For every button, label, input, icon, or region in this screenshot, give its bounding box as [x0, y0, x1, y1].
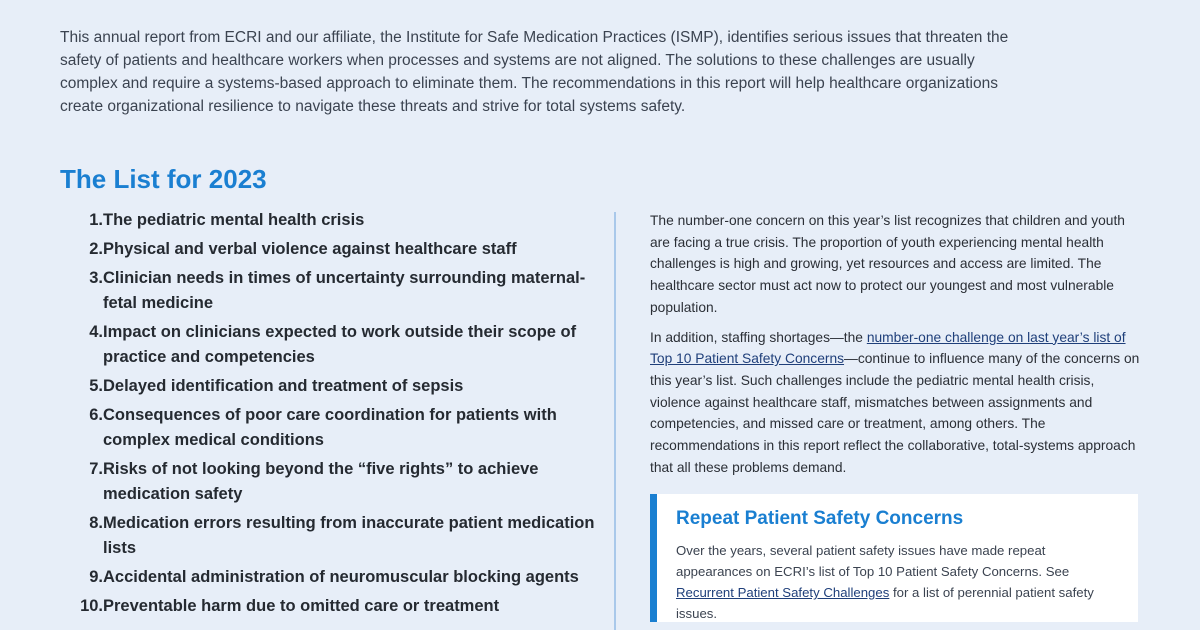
recurrent-challenges-link[interactable]: Recurrent Patient Safety Challenges	[676, 585, 890, 600]
list-item-text: The pediatric mental health crisis	[103, 211, 365, 229]
right-column	[650, 210, 1140, 486]
list-title: The List for 2023	[60, 164, 267, 194]
list-item-text: Consequences of poor care coordination for patients with complex medical conditions	[103, 406, 557, 449]
list-number: 7.	[89, 460, 103, 478]
list-number: 5.	[89, 377, 103, 395]
list-item-text: Medication errors resulting from inaccurate patient medication lists	[103, 514, 595, 557]
list-item-text: Accidental administration of neuromuscular blocking agents	[103, 568, 579, 586]
intro-paragraph: This annual report from ECRI and our affiliate, the Institute for Safe Medication Practices (ISMP), identifies serious issues that threaten the safety of patients and healthcare workers when processes and systems are not aligned. The solutions to these challenges are usually complex and require a systems-based approach to eliminate them. The recommendations in this report will help healthcare organizations create organizational resilience to navigate these threats and strive for total systems safety.	[60, 29, 1009, 115]
list-item	[60, 237, 600, 262]
list-item	[60, 320, 600, 370]
list-item-text: Physical and verbal violence against healthcare staff	[103, 240, 517, 258]
list-item	[60, 511, 600, 561]
list-item	[60, 457, 600, 507]
callout-text	[676, 540, 1118, 624]
staffing-text-end: —continue to influence many of the concerns on this year’s list. Such challenges include the pediatric mental health crisis, violence against healthcare staff, mismatches between assignments and competencies, and missed care or treatment, among others. The recommendations in this report reflect the collaborative, total-systems approach that all these problems demand.	[650, 351, 1140, 475]
callout-title: Repeat Patient Safety Concerns	[676, 508, 964, 529]
list-item-text: Clinician needs in times of uncertainty surrounding maternal-fetal medicine	[103, 269, 586, 312]
column-divider	[614, 212, 616, 630]
list-number: 10.	[80, 597, 103, 615]
concern-paragraph: The number-one concern on this year’s list recognizes that children and youth are facing a true crisis. The proportion of youth experiencing mental health challenges is high and growing, yet resources and access are limited. The healthcare sector must act now to protect our youngest and most vulnerable population.	[650, 213, 1125, 315]
repeat-concerns-callout	[650, 494, 1138, 622]
list-item	[60, 374, 600, 399]
list-item-text: Delayed identification and treatment of sepsis	[103, 377, 464, 395]
list-item	[60, 403, 600, 453]
list-number: 4.	[89, 323, 103, 341]
staffing-paragraph	[650, 327, 1140, 479]
top-ten-list	[60, 208, 600, 623]
last-year-list-link[interactable]: number-one challenge on last year’s list of Top 10 Patient Safety Concerns	[650, 329, 1126, 367]
list-number: 8.	[89, 514, 103, 532]
list-item	[60, 266, 600, 316]
list-item	[60, 594, 600, 619]
staffing-text-start: In addition, staffing shortages—the	[650, 329, 867, 345]
list-item-text: Preventable harm due to omitted care or treatment	[103, 597, 500, 615]
list-number: 6.	[89, 406, 103, 424]
list-number: 3.	[89, 269, 103, 287]
list-item	[60, 565, 600, 590]
list-item	[60, 208, 600, 233]
list-item-text: Risks of not looking beyond the “five rights” to achieve medication safety	[103, 460, 539, 503]
list-number: 2.	[89, 240, 103, 258]
callout-text-end: for a list of perennial patient safety issues.	[676, 585, 1094, 621]
list-item-text: Impact on clinicians expected to work outside their scope of practice and competencies	[103, 323, 577, 366]
list-number: 1.	[89, 211, 103, 229]
callout-text-start: Over the years, several patient safety issues have made repeat appearances on ECRI’s list of Top 10 Patient Safety Concerns. See	[676, 543, 1070, 579]
list-number: 9.	[89, 568, 103, 586]
